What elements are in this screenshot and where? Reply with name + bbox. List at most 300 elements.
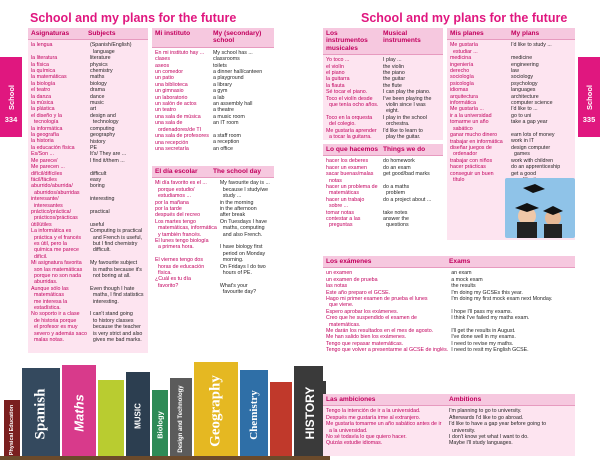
- vocab-line: Afterwards I'd like to go abroad.: [449, 414, 524, 421]
- vocab-line: Toco el violín desde: [326, 95, 373, 102]
- book-spanish: Spanish: [22, 368, 60, 460]
- vocab-line: la literatura: [31, 55, 58, 62]
- vocab-line: I'm doing my GCSEs this year.: [451, 289, 523, 296]
- vocab-line: matemáticas: [326, 190, 359, 197]
- book-plain-green: [98, 380, 124, 460]
- vocab-line: answer the: [383, 216, 409, 223]
- vocab-line: ganar mucho dinero: [450, 132, 498, 139]
- vocab-line: Tengo que volver a presentarme al GCSE de inglés.: [326, 347, 449, 354]
- vocab-line: I've been playing the: [383, 95, 432, 102]
- vocab-line: Me gustaría tomarme un año sabático antes de ir: [326, 421, 442, 428]
- vocab-line: geography: [89, 132, 115, 139]
- vocab-line: la plástica: [31, 106, 55, 113]
- vocab-line: la música: [31, 100, 54, 107]
- vocab-line: ir a la universidad: [450, 112, 492, 119]
- vocab-line: a primera hora.: [155, 244, 194, 251]
- vocab-line: It's/ They are ...: [89, 151, 127, 158]
- vocab-line: computing: [89, 125, 115, 132]
- vocab-line: matemáticas, informática: [155, 225, 217, 232]
- left-page-number: 334: [0, 113, 22, 127]
- vocab-line: get a good: [511, 170, 537, 177]
- vocab-line: un teatro: [155, 107, 176, 114]
- vocab-line: I need to revise my maths.: [451, 340, 514, 347]
- vocab-line: idiomas: [450, 87, 469, 94]
- vocab-line: estadística.: [31, 305, 61, 312]
- book-physical-education: Physical Education: [4, 400, 20, 460]
- vocab-line: la historia: [31, 138, 54, 145]
- vocab-line: Hago mi primer examen de prueba el lunes: [326, 296, 428, 303]
- vocab-line: study ...: [219, 193, 242, 200]
- vocab-line: the piano: [383, 70, 405, 77]
- vocab-line: a reception: [213, 139, 240, 146]
- graduation-photo: [505, 178, 575, 238]
- vocab-line: ¿Cuál es tu día: [155, 276, 191, 283]
- vocab-line: chemistry: [89, 68, 113, 75]
- vocab-line: Este año preparo el GCSE.: [326, 289, 391, 296]
- vocab-line: music: [89, 100, 104, 107]
- instruments-spanish-list: [326, 57, 383, 140]
- vocab-line: Después me gustaría irme al extranjero.: [326, 414, 421, 421]
- vocab-line: preguntas: [326, 222, 353, 229]
- vocab-line: take notes: [383, 209, 408, 216]
- vocab-line: Es/Son ...: [31, 151, 54, 158]
- vocab-line: psychology: [511, 80, 538, 87]
- vocab-line: violin since I was: [383, 102, 426, 109]
- vocab-line: the guitar: [383, 76, 406, 83]
- vocab-line: a staff room: [213, 133, 241, 140]
- vocab-line: interesante/: [31, 196, 59, 203]
- vocab-line: Me parece/: [31, 157, 58, 164]
- vocab-line: work in IT: [511, 138, 534, 145]
- books-illustration: [0, 355, 330, 460]
- vocab-line: eight.: [383, 108, 399, 115]
- vocab-line: el violín: [326, 63, 344, 70]
- vocab-line: La informática es: [31, 228, 72, 235]
- vocab-line: la guitarra: [326, 76, 350, 83]
- vocab-line: la informática: [31, 125, 63, 132]
- ambitions-english-list: [449, 408, 572, 446]
- instruments-english-list: [383, 57, 440, 140]
- vocab-line: diseñar juegos de: [450, 144, 492, 151]
- vocab-line: Me gustaría: [450, 42, 478, 49]
- vocab-line: un gimnasio: [155, 88, 184, 95]
- vocab-line: My school has ...: [213, 49, 253, 56]
- vocab-line: tomar notas: [326, 209, 354, 216]
- left-side-tab: School: [0, 57, 22, 137]
- vocab-line: por la mañana: [155, 199, 189, 206]
- vocab-line: useful: [89, 221, 105, 228]
- vocab-line: severo y además saco: [31, 330, 87, 337]
- vocab-line: easy: [89, 176, 102, 183]
- vocab-line: sociología: [450, 74, 474, 81]
- vocab-line: design computer: [511, 144, 551, 151]
- vocab-line: do a project about ...: [383, 196, 432, 203]
- vocab-line: Espero aprobar los exámenes.: [326, 308, 399, 315]
- vocab-line: a dinner hall/canteen: [213, 69, 263, 76]
- vocab-line: problem: [383, 190, 406, 197]
- vocab-line: ingeniería: [450, 61, 474, 68]
- vocab-line: Me han salido bien los exámenes.: [326, 334, 407, 341]
- vocab-line: but I find chemistry: [89, 240, 138, 247]
- vocab-line: is maths because it's: [89, 266, 142, 273]
- vocab-line: sociology: [511, 74, 534, 81]
- vocab-line: hacer prácticas: [450, 164, 486, 171]
- vocab-line: difficult.: [89, 247, 111, 254]
- vocab-line: I've done well in my exams.: [451, 334, 516, 341]
- ambitions-section: [323, 394, 575, 456]
- things-we-do-section: [323, 144, 443, 240]
- vocab-line: En mi instituto hay ...: [155, 49, 205, 56]
- vocab-line: sacar buenas/malas: [326, 171, 374, 178]
- vocab-line: not boring at all.: [89, 272, 131, 279]
- vocab-line: architecture: [511, 93, 539, 100]
- exams-english-list: [451, 270, 572, 353]
- school-day-spanish-list: [155, 180, 220, 294]
- vocab-line: practical: [89, 208, 110, 215]
- vocab-line: el piano: [326, 70, 345, 77]
- subjects-spanish-list: [31, 42, 90, 343]
- vocab-line: química me parece: [31, 247, 79, 254]
- vocab-line: hacer los deberes: [326, 158, 369, 165]
- vocab-line: a tocar la guitarra.: [326, 134, 372, 140]
- book-biology: Biology: [152, 390, 168, 460]
- vocab-line: I'll get the results in August.: [451, 328, 516, 335]
- vocab-line: sobre ...: [326, 203, 349, 210]
- vocab-line: Tengo la intención de ir a la universidad.: [326, 408, 421, 415]
- vocab-line: hacer un trabajo: [326, 196, 365, 203]
- vocab-line: a lab: [213, 94, 225, 101]
- vocab-line: do an apprenticeship: [511, 164, 561, 171]
- school-day-section: [152, 166, 274, 294]
- vocab-line: después del recreo: [155, 212, 201, 219]
- vocab-line: es útil, pero la: [31, 240, 67, 247]
- vocab-line: por la tarde: [155, 206, 182, 213]
- vocab-line: a theatre: [213, 107, 234, 114]
- vocab-line: On Tuesdays I have: [219, 218, 267, 225]
- vocab-line: language: [89, 48, 115, 55]
- vocab-line: a mock exam: [451, 276, 483, 283]
- my-school-english-list: [213, 50, 271, 153]
- vocab-line: Mi día favorito es el ...: [155, 180, 207, 187]
- plans-header: Mis planes My plans: [447, 28, 575, 40]
- vocab-line: Sé tocar el piano.: [326, 89, 368, 96]
- vocab-line: derecho: [450, 68, 470, 75]
- vocab-line: I'd like to have a gap year before going to: [449, 421, 547, 428]
- vocab-line: la física: [31, 61, 49, 68]
- exams-header: Los exámenes Exams: [323, 256, 575, 268]
- vocab-line: in the afternoon: [219, 206, 257, 213]
- vocab-line: arquitectura: [450, 93, 478, 100]
- vocab-line: aburridos/aburridas: [31, 189, 80, 196]
- vocab-line: Toco en la orquesta: [326, 114, 373, 121]
- vocab-line: No soporto ir a clase: [31, 311, 80, 318]
- vocab-line: Me gustaría aprender: [326, 127, 377, 134]
- vocab-line: contestar a las: [326, 216, 361, 223]
- vocab-line: práctica y el francés: [31, 234, 82, 241]
- vocab-line: Quizás estudie idiomas.: [326, 440, 383, 447]
- vocab-line: a gym: [213, 88, 228, 95]
- vocab-line: interesantes: [31, 202, 63, 209]
- book-chemistry: Chemistry: [240, 370, 268, 460]
- my-school-header: Mi instituto My (secondary) school: [152, 28, 274, 48]
- vocab-line: de historia porque: [31, 317, 77, 324]
- vocab-line: after break: [219, 212, 246, 219]
- vocab-line: un comedor: [155, 69, 183, 76]
- vocab-line: trabajar con niños: [450, 157, 493, 164]
- vocab-line: la matemáticas: [31, 74, 67, 81]
- things-we-do-header: Lo que hacemos Things we do: [323, 144, 443, 156]
- vocab-line: My favourite day is ...: [219, 180, 270, 187]
- book-geography: Geography: [194, 362, 238, 460]
- vocab-line: la educación física: [31, 144, 75, 151]
- vocab-line: trabajar en informática: [450, 138, 503, 145]
- vocab-line: gives me bad marks.: [89, 336, 142, 343]
- vocab-line: útil/útiles: [31, 221, 52, 228]
- school-day-english-list: [220, 180, 273, 294]
- vocab-line: la química: [31, 68, 56, 75]
- vocab-line: fácil/fáciles: [31, 176, 57, 183]
- vocab-line: I find it/them ...: [89, 157, 125, 164]
- vocab-line: On Fridays I do two: [219, 263, 266, 270]
- vocab-line: informática: [450, 100, 476, 107]
- vocab-line: art: [89, 106, 97, 113]
- vocab-line: una sala de: [155, 120, 183, 127]
- vocab-line: el teatro: [31, 87, 51, 94]
- instruments-section: [323, 28, 443, 140]
- vocab-line: Aunque sólo las: [31, 285, 69, 292]
- vocab-line: and also French.: [219, 231, 263, 238]
- vocab-line: questions: [383, 222, 409, 229]
- vocab-line: las notas: [326, 283, 348, 290]
- vocab-line: y también francés.: [155, 231, 202, 238]
- vocab-line: tecnología: [31, 119, 59, 126]
- vocab-line: the violin: [383, 63, 404, 70]
- vocab-line: interesting.: [89, 298, 119, 305]
- vocab-line: matemáticas: [31, 292, 64, 299]
- vocab-line: a library: [213, 81, 232, 88]
- vocab-line: drama: [89, 87, 105, 94]
- vocab-line: university.: [449, 427, 476, 434]
- vocab-line: Even though I hate: [89, 285, 135, 292]
- vocab-line: toilets: [213, 62, 227, 69]
- vocab-line: la flauta: [326, 82, 345, 89]
- vocab-line: una sala de profesores: [155, 133, 209, 140]
- vocab-line: I don't know yet what I want to do.: [449, 434, 529, 441]
- vocab-line: an assembly hall: [213, 101, 253, 108]
- vocab-line: aseos: [155, 62, 170, 69]
- vocab-line: go to uni: [511, 112, 532, 119]
- vocab-line: Yo toco ...: [326, 57, 350, 64]
- vocab-line: I hope I'll pass my exams.: [451, 308, 512, 315]
- vocab-line: design and: [89, 112, 116, 119]
- vocab-line: I play ...: [383, 57, 402, 64]
- vocab-line: favourite day?: [219, 289, 257, 294]
- vocab-line: a la universidad.: [326, 427, 368, 434]
- vocab-line: No sé todavía lo que quiero hacer.: [326, 434, 407, 441]
- vocab-line: El viernes tengo dos: [155, 257, 203, 264]
- ambitions-spanish-list: [326, 408, 449, 446]
- plans-english-list: [511, 42, 572, 183]
- right-side-tab: School: [578, 57, 600, 137]
- ambitions-header: Las ambiciones Ambitions: [323, 394, 575, 406]
- vocab-line: morning.: [219, 257, 244, 264]
- vocab-line: la geografía: [31, 132, 59, 139]
- vocab-line: el profesor es muy: [31, 324, 78, 331]
- vocab-line: favorito?: [155, 282, 179, 289]
- vocab-line: because I study/we: [219, 186, 269, 193]
- book-plain-red: [270, 382, 292, 460]
- exams-spanish-list: [326, 270, 451, 353]
- vocab-line: I need to resit my English GCSE.: [451, 347, 529, 354]
- vocab-line: un salón de actos: [155, 101, 197, 108]
- vocab-line: una recepción: [155, 139, 189, 146]
- vocab-line: orchestra.: [383, 121, 410, 128]
- book-maths: Maths: [62, 365, 96, 460]
- vocab-line: maths, I find statistics: [89, 292, 144, 299]
- vocab-line: malas notas.: [31, 337, 64, 344]
- vocab-line: práctico/práctica/: [31, 208, 72, 215]
- vocab-line: I can't stand going: [89, 311, 133, 318]
- vocab-line: I play in the school: [383, 114, 427, 121]
- book-music: MUSIC: [126, 372, 150, 460]
- vocab-line: Me darán los resultados en el mes de agosto.: [326, 328, 434, 335]
- vocab-line: the flute: [383, 82, 402, 89]
- vocab-line: una secretaría: [155, 145, 189, 152]
- plans-spanish-list: [450, 42, 511, 183]
- vocab-line: porque no son nada: [31, 273, 82, 280]
- subjects-english-list: [90, 42, 147, 343]
- vocab-line: to history classes: [89, 317, 134, 324]
- vocab-line: física.: [155, 270, 172, 277]
- vocab-line: earn lots of money: [511, 132, 555, 139]
- vocab-line: aburridas.: [31, 279, 58, 286]
- vocab-line: ordenador: [450, 151, 478, 158]
- book-history: HISTORY: [294, 366, 326, 460]
- vocab-line: ordenadores/de TI: [155, 126, 202, 133]
- vocab-line: un examen de prueba: [326, 276, 378, 283]
- vocab-line: (Spanish/English): [89, 42, 132, 49]
- vocab-line: medicina: [450, 55, 472, 62]
- vocab-line: I have biology first: [219, 244, 263, 251]
- vocab-line: engineering: [511, 61, 539, 68]
- vocab-line: do a maths: [383, 184, 410, 191]
- vocab-line: an exam: [451, 270, 472, 277]
- vocab-line: porque estudio/: [155, 186, 195, 193]
- vocab-line: work with children: [511, 157, 554, 164]
- vocab-line: take a gap year: [511, 119, 548, 126]
- vocab-line: I'm doing my first mock exam next Monday.: [451, 296, 553, 303]
- things-we-do-spanish-list: [326, 158, 383, 228]
- vocab-line: I'd like to study ...: [511, 42, 552, 49]
- vocab-line: conseguir un buen: [450, 170, 494, 177]
- vocab-line: son las matemáticas: [31, 266, 83, 273]
- vocab-line: clases: [155, 56, 171, 63]
- right-page-title: School and my plans for the future: [361, 11, 568, 25]
- vocab-line: Me gustaría ...: [450, 106, 484, 113]
- vocab-line: the results: [451, 283, 476, 290]
- vocab-line: My favourite subject: [89, 260, 138, 267]
- vocab-line: aburrido/aburrida/: [31, 183, 73, 190]
- my-school-section: [152, 28, 274, 163]
- vocab-line: Creo que he suspendido el examen de: [326, 315, 417, 322]
- vocab-line: biology: [89, 80, 107, 87]
- vocab-line: matemáticas.: [326, 321, 361, 328]
- vocab-line: estudiamos ...: [155, 193, 191, 200]
- right-page-number: 335: [578, 113, 600, 127]
- vocab-line: me interesa la: [31, 298, 68, 305]
- vocab-line: la biología: [31, 80, 56, 87]
- vocab-line: horas de educación: [155, 263, 205, 270]
- vocab-line: I'd like to ...: [511, 106, 538, 113]
- vocab-line: difícil.: [31, 253, 48, 260]
- vocab-line: I can play the piano.: [383, 89, 431, 96]
- vocab-line: Los martes tengo: [155, 218, 196, 225]
- my-school-spanish-list: [155, 50, 213, 153]
- vocab-line: interesting: [89, 196, 115, 203]
- vocab-line: literature: [89, 55, 111, 62]
- vocab-line: maths, computing: [219, 225, 265, 232]
- vocab-line: get good/bad marks: [383, 171, 430, 178]
- school-day-header: El día escolar The school day: [152, 166, 274, 178]
- vocab-line: el diseño y la: [31, 112, 62, 119]
- vocab-line: I'm planning to go to university.: [449, 408, 522, 415]
- left-page-title: School and my plans for the future: [30, 11, 237, 25]
- vocab-line: psicología: [450, 80, 474, 87]
- vocab-line: Mi asignatura favorita: [31, 260, 82, 267]
- vocab-line: El lunes tengo biología: [155, 238, 209, 245]
- vocab-line: un patio: [155, 75, 174, 82]
- vocab-line: because the teacher: [89, 324, 141, 331]
- vocab-line: maths: [89, 74, 105, 81]
- vocab-line: Maybe I'll study languages.: [449, 440, 513, 447]
- vocab-line: Computing is practical: [89, 228, 143, 235]
- vocab-line: physics: [89, 61, 108, 68]
- vocab-line: history: [89, 138, 106, 145]
- vocab-line: estudiar ...: [450, 48, 478, 55]
- vocab-line: que viene.: [326, 302, 354, 309]
- vocab-line: una sala de música: [155, 113, 201, 120]
- vocab-line: a music room: [213, 113, 245, 120]
- vocab-line: PE: [89, 144, 98, 151]
- vocab-line: games: [511, 151, 530, 158]
- vocab-line: I'd like to learn to: [383, 127, 423, 134]
- exams-section: [323, 256, 575, 381]
- vocab-line: law: [511, 68, 519, 75]
- vocab-line: What's your: [219, 282, 248, 289]
- vocab-line: period on Monday: [219, 250, 266, 257]
- vocab-line: in the morning: [219, 199, 254, 206]
- vocab-line: difícil/difíciles: [31, 170, 63, 177]
- vocab-line: sabático: [450, 125, 473, 132]
- vocab-line: la danza: [31, 93, 52, 100]
- shelf: [0, 456, 330, 460]
- vocab-line: hacer un examen: [326, 164, 367, 171]
- vocab-line: I think I've failed my maths exam.: [451, 315, 530, 322]
- things-we-do-english-list: [383, 158, 440, 228]
- vocab-line: un examen: [326, 270, 353, 277]
- vocab-line: un laboratorio: [155, 94, 188, 101]
- vocab-line: classrooms: [213, 56, 240, 63]
- subjects-section: [28, 28, 148, 353]
- vocab-line: del colegio.: [326, 121, 356, 128]
- vocab-line: la lengua: [31, 42, 53, 49]
- instruments-header: Los instrumentos musicales Musical instruments: [323, 28, 443, 55]
- vocab-line: and French is useful,: [89, 234, 143, 241]
- vocab-line: play the guitar.: [383, 134, 421, 140]
- vocab-line: tomarme un año: [450, 119, 489, 126]
- vocab-line: an office: [213, 145, 233, 152]
- vocab-line: an IT room: [213, 120, 239, 127]
